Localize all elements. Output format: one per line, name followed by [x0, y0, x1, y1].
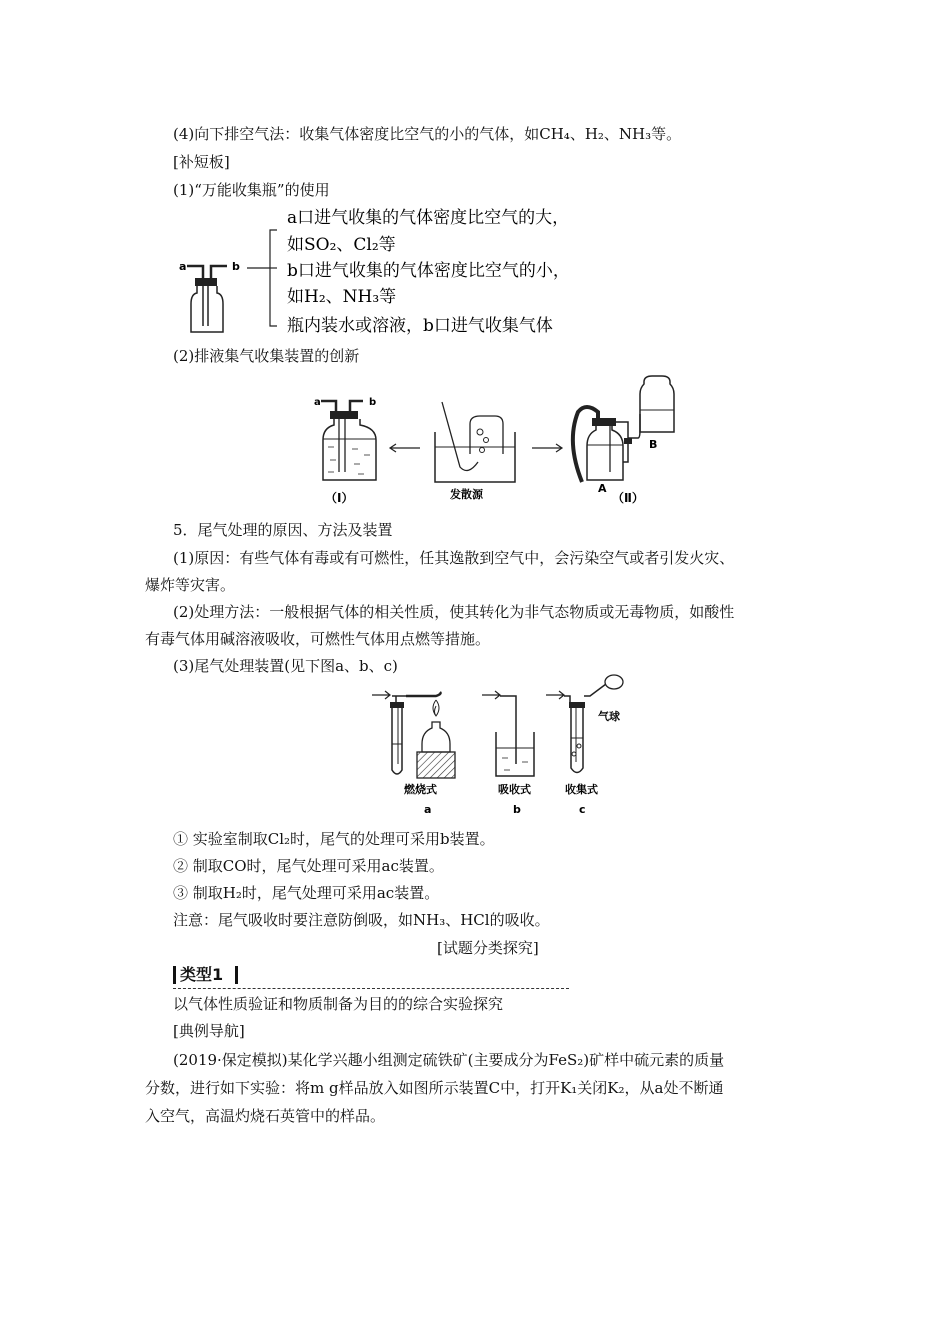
text-line: 有毒气体用碱溶液吸收，可燃性气体用点燃等措施。 [145, 630, 491, 648]
absorption-method-letter: b [513, 803, 521, 816]
divergent-source-label: 发散源 [450, 488, 483, 501]
text-line: 分数，进行如下实验：将m g样品放入如图所示装置C中，打开K₁关闭K₂，从a处不断通 [145, 1079, 724, 1097]
text-line: 爆炸等灾害。 [145, 576, 236, 594]
text-line: ③ 制取H₂时，尾气处理可采用ac装置。 [173, 884, 440, 902]
collection-method-label: 收集式 [565, 783, 598, 796]
device-i-label: （Ⅰ） [325, 491, 354, 505]
collection-method-letter: c [579, 803, 586, 816]
text-line: ② 制取CO时，尾气处理可采用ac装置。 [173, 857, 444, 875]
absorption-method-label: 吸收式 [498, 783, 531, 796]
bottle-port-b-label: b [232, 260, 240, 273]
text-line: (3)尾气处理装置(见下图a、b、c) [173, 657, 398, 675]
bottle-rule-4: 如H₂、NH₃等 [287, 287, 397, 307]
text-line: (1)原因：有些气体有毒或有可燃性，任其逸散到空气中，会污染空气或者引发火灾、 [173, 549, 735, 567]
liquid-displacement-figure [310, 372, 680, 512]
text-line: (1)“万能收集瓶”的使用 [173, 181, 330, 199]
bottle-rule-3: b口进气收集的气体密度比空气的小， [287, 261, 570, 281]
device-b-label: B [649, 438, 658, 451]
device-i-port-b: b [369, 397, 377, 408]
type-heading-label: 类型1 [180, 965, 224, 984]
bottle-port-a-label: a [179, 260, 187, 273]
text-line: 入空气，高温灼烧石英管中的样品。 [145, 1107, 386, 1125]
bottle-rule-5: 瓶内装水或溶液，b口进气收集气体 [287, 316, 553, 336]
tail-gas-figure [370, 682, 630, 822]
text-line: (2)排液集气收集装置的创新 [173, 347, 360, 365]
text-line: (4)向下排空气法：收集气体密度比空气的小的气体，如CH₄、H₂、NH₃等。 [173, 125, 682, 143]
text-line: (2)处理方法：一般根据气体的相关性质，使其转化为非气态物质或无毒物质，如酸性 [173, 603, 735, 621]
combustion-method-letter: a [424, 803, 432, 816]
text-line: (2019·保定模拟)某化学兴趣小组测定硫铁矿(主要成分为FeS₂)矿样中硫元素的质量 [173, 1051, 725, 1069]
section-tag: [试题分类探究] [437, 939, 539, 957]
type-heading [173, 964, 569, 989]
combustion-method-label: 燃烧式 [404, 783, 437, 796]
device-a-label: A [598, 482, 607, 495]
bottle-rule-1: a口进气收集的气体密度比空气的大， [287, 208, 570, 228]
text-line: 注意：尾气吸收时要注意防倒吸，如NH₃、HCl的吸收。 [173, 911, 550, 929]
device-ii-label: （Ⅱ） [612, 491, 644, 505]
section-tag: [典例导航] [173, 1022, 245, 1040]
bottle-rule-2: 如SO₂、Cl₂等 [287, 235, 396, 255]
balloon-label: 气球 [598, 710, 620, 723]
universal-bottle-figure [175, 200, 625, 345]
text-line: 以气体性质验证和物质制备为目的的综合实验探究 [173, 995, 504, 1013]
device-i-port-a: a [314, 397, 321, 408]
section-heading: 5．尾气处理的原因、方法及装置 [173, 521, 393, 539]
text-line: ① 实验室制取Cl₂时，尾气的处理可采用b装置。 [173, 830, 495, 848]
section-tag: [补短板] [173, 153, 230, 171]
